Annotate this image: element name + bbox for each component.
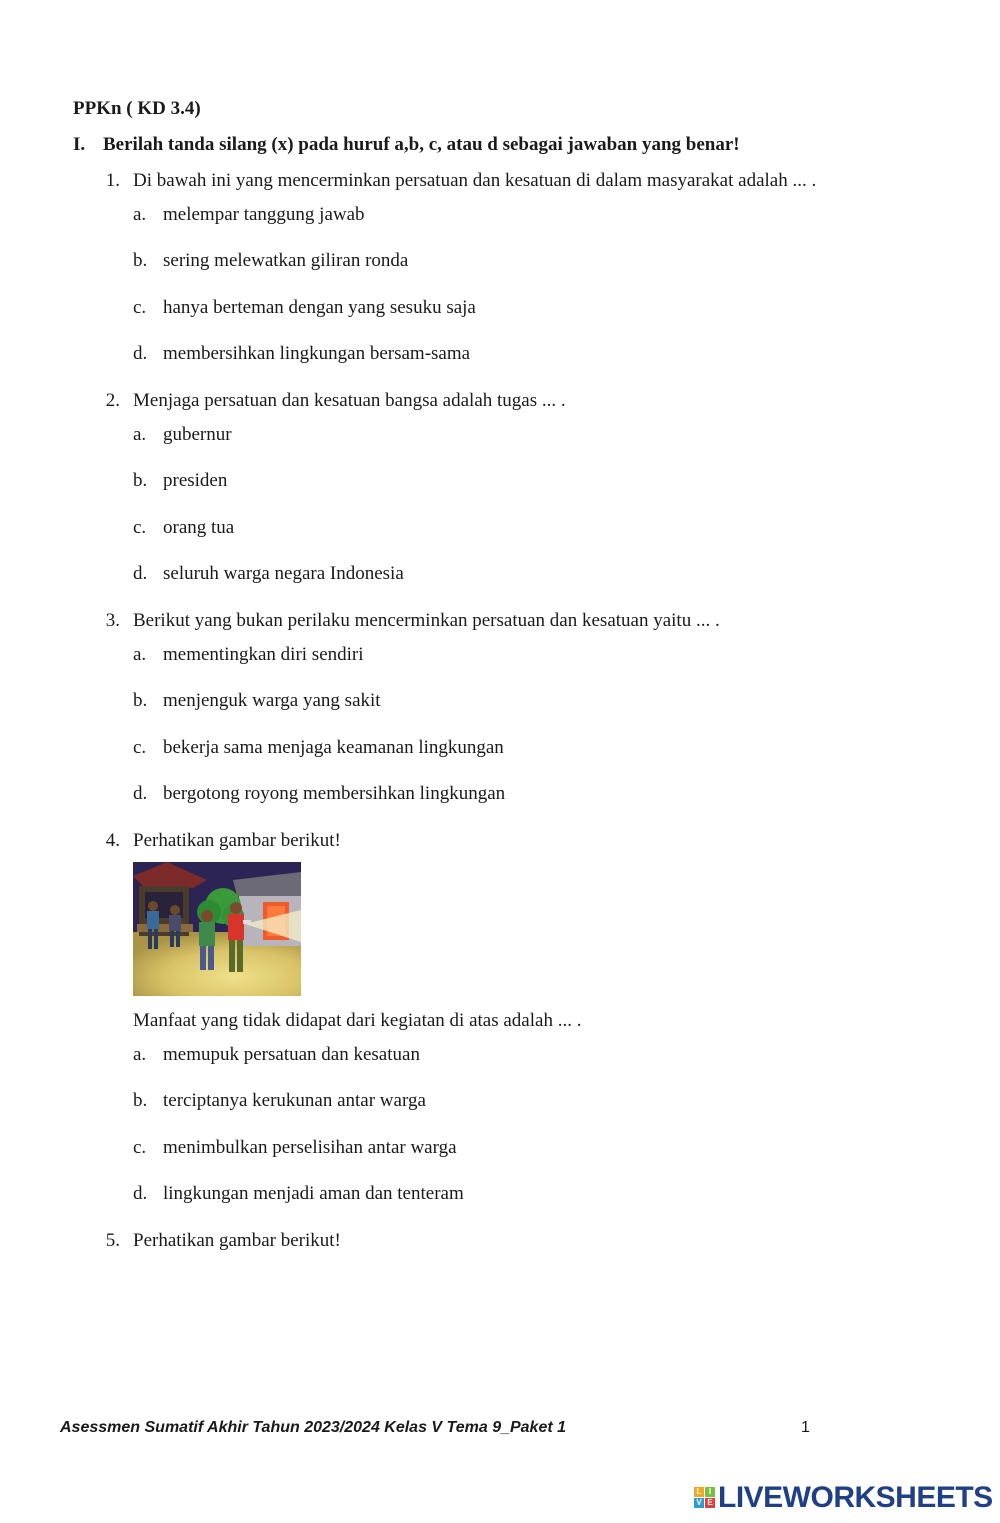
q2-option-a-letter[interactable]: a. <box>133 424 147 445</box>
q4-option-c-text[interactable]: menimbulkan perselisihan antar warga <box>163 1137 457 1158</box>
q1-option-c-text[interactable]: hanya berteman dengan yang sesuku saja <box>163 297 476 318</box>
q3-option-c-text[interactable]: bekerja sama menjaga keamanan lingkungan <box>163 737 504 758</box>
q3-option-d-letter[interactable]: d. <box>133 783 148 804</box>
q1-option-d-text[interactable]: membersihkan lingkungan bersam-sama <box>163 343 471 364</box>
q1-option-a-letter[interactable]: a. <box>133 204 147 225</box>
q4-option-d-text[interactable]: lingkungan menjadi aman dan tenteram <box>163 1183 464 1204</box>
liveworksheets-brand[interactable] <box>694 1482 993 1514</box>
q2-option-d-text[interactable]: seluruh warga negara Indonesia <box>163 563 404 584</box>
question-4-prompt: Manfaat yang tidak didapat dari kegiatan di atas adalah ... . <box>133 1010 582 1031</box>
q2-option-c-letter[interactable]: c. <box>133 517 147 538</box>
q2-option-d-letter[interactable]: d. <box>133 563 148 584</box>
page-number: 1 <box>801 1419 810 1436</box>
q4-option-c-letter[interactable]: c. <box>133 1137 147 1158</box>
section-instruction: Berilah tanda silang (x) pada huruf a,b, c, atau d sebagai jawaban yang benar! <box>103 134 740 155</box>
logo-letter-l: L <box>694 1487 704 1497</box>
q4-option-b-text[interactable]: terciptanya kerukunan antar warga <box>163 1090 426 1111</box>
q1-option-a-text[interactable]: melempar tanggung jawab <box>163 204 365 225</box>
q1-option-b-text[interactable]: sering melewatkan giliran ronda <box>163 250 409 271</box>
question-5-text: Perhatikan gambar berikut! <box>133 1230 341 1251</box>
brand-name: LIVEWORKSHEETS <box>718 1481 993 1514</box>
question-4-number: 4. <box>105 830 120 851</box>
question-2-text: Menjaga persatuan dan kesatuan bangsa adalah tugas ... . <box>133 390 566 411</box>
question-3-number: 3. <box>105 610 120 631</box>
q4-option-a-letter[interactable]: a. <box>133 1044 147 1065</box>
footer-title: Asessmen Sumatif Akhir Tahun 2023/2024 Kelas V Tema 9_Paket 1 <box>60 1419 567 1436</box>
question-3-text: Berikut yang bukan perilaku mencerminkan persatuan dan kesatuan yaitu ... . <box>133 610 720 631</box>
q4-option-a-text[interactable]: memupuk persatuan dan kesatuan <box>163 1044 420 1065</box>
q2-option-b-letter[interactable]: b. <box>133 470 148 491</box>
night-patrol-illustration <box>133 862 301 996</box>
q3-option-c-letter[interactable]: c. <box>133 737 147 758</box>
q4-option-b-letter[interactable]: b. <box>133 1090 148 1111</box>
question-5-number: 5. <box>105 1230 120 1251</box>
q2-option-a-text[interactable]: gubernur <box>163 424 232 445</box>
q3-option-d-text[interactable]: bergotong royong membersihkan lingkungan <box>163 783 506 804</box>
q3-option-b-letter[interactable]: b. <box>133 690 148 711</box>
question-4-text: Perhatikan gambar berikut! <box>133 830 341 851</box>
logo-letter-i: I <box>705 1487 715 1497</box>
q2-option-b-text[interactable]: presiden <box>163 470 228 491</box>
section-number: I. <box>73 134 86 155</box>
q4-option-d-letter[interactable]: d. <box>133 1183 148 1204</box>
q1-option-c-letter[interactable]: c. <box>133 297 147 318</box>
q3-option-a-letter[interactable]: a. <box>133 644 147 665</box>
logo-letter-e: E <box>705 1498 715 1508</box>
q3-option-b-text[interactable]: menjenguk warga yang sakit <box>163 690 381 711</box>
q1-option-d-letter[interactable]: d. <box>133 343 148 364</box>
liveworksheets-logo-icon <box>694 1487 716 1509</box>
question-1-number: 1. <box>105 170 120 191</box>
question-2-number: 2. <box>105 390 120 411</box>
question-1-text: Di bawah ini yang mencerminkan persatuan dan kesatuan di dalam masyarakat adalah ... . <box>133 170 817 191</box>
subject-title: PPKn ( KD 3.4) <box>73 98 201 119</box>
q1-option-b-letter[interactable]: b. <box>133 250 148 271</box>
q3-option-a-text[interactable]: mementingkan diri sendiri <box>163 644 364 665</box>
q2-option-c-text[interactable]: orang tua <box>163 517 235 538</box>
logo-letter-v: V <box>694 1498 704 1508</box>
